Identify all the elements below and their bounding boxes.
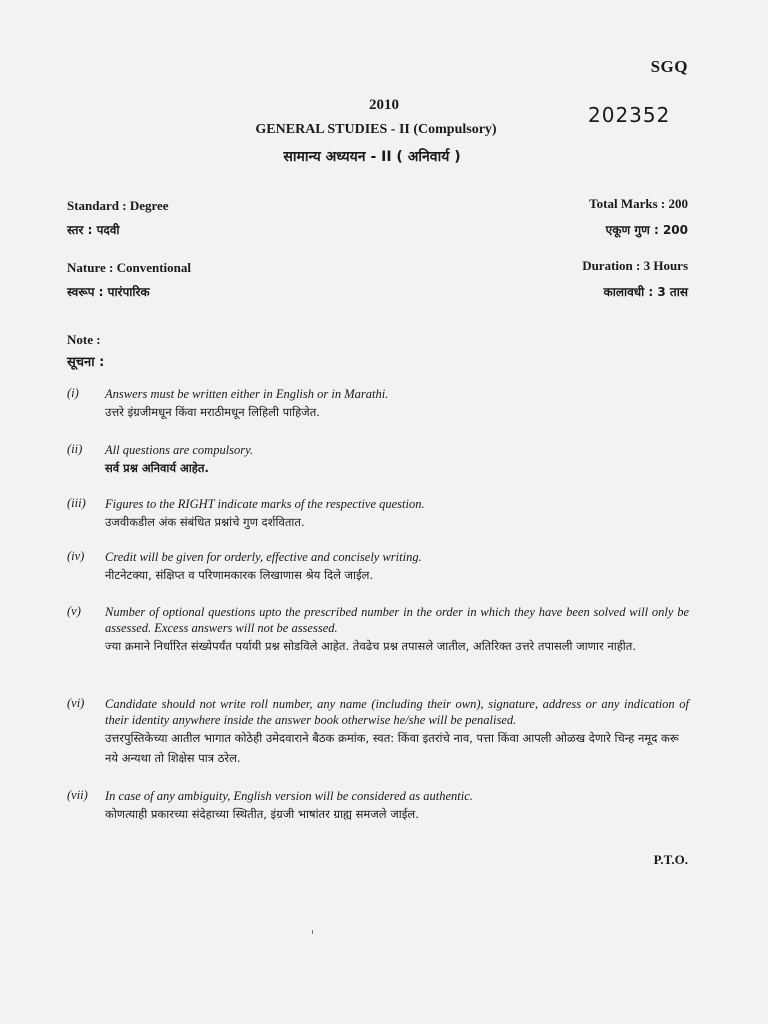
scan-speck [312, 930, 313, 934]
total-marks-label-marathi: एकूण गुण : 200 [605, 223, 688, 237]
note-item-english: Credit will be given for orderly, effective and concisely writing. [105, 550, 422, 564]
note-item [67, 496, 689, 532]
note-item-number: (vi) [67, 696, 85, 710]
note-heading-marathi: सूचना : [67, 355, 105, 370]
exam-year: 2010 [369, 97, 399, 113]
note-item [67, 788, 689, 824]
note-item [67, 696, 689, 768]
standard-label: Standard : Degree [67, 198, 169, 213]
note-item-english: All questions are compulsory. [105, 443, 254, 457]
note-item-marathi: उजवीकडील अंक संबंधित प्रश्नांचे गुण दर्शवितात. [105, 515, 305, 529]
note-item-english: Answers must be written either in English or in Marathi. [105, 387, 389, 401]
paper-code: SGQ [650, 57, 688, 76]
please-turn-over: P.T.O. [653, 852, 688, 867]
note-item [67, 442, 689, 478]
note-item-number: (i) [67, 386, 79, 400]
note-item-number: (iv) [67, 549, 85, 563]
note-item [67, 604, 689, 656]
note-item-english: Figures to the RIGHT indicate marks of the respective question. [105, 497, 425, 511]
paper-title: GENERAL STUDIES - II (Compulsory) [255, 122, 497, 137]
serial-number: 202352 [588, 103, 671, 127]
note-item-marathi: कोणत्याही प्रकारच्या संदेहाच्या स्थितीत, इंग्रजी भाषांतर ग्राह्य समजले जाईल. [105, 807, 419, 821]
note-item-number: (ii) [67, 442, 83, 456]
note-item [67, 386, 689, 422]
note-item-marathi: ज्या क्रमाने निर्धारित संख्येपर्यंत पर्यायी प्रश्न सोडविले आहेत. तेवढेच प्रश्न तपासले जातील, अतिरिक्त उत्तरे तपासली जाणार नाहीत. [105, 639, 636, 653]
note-item-marathi: नीटनेटक्या, संक्षिप्त व परिणामकारक लिखाणास श्रेय दिले जाईल. [105, 568, 374, 582]
nature-label-marathi: स्वरूप : पारंपारिक [67, 285, 150, 299]
note-item-english: Candidate should not write roll number, any name (including their own), signature, address or any indication of their identity anywhere inside the answer book otherwise he/she will be penalised. [105, 697, 689, 727]
duration-label: Duration : 3 Hours [582, 258, 688, 273]
note-item [67, 549, 689, 585]
note-item-marathi: सर्व प्रश्न अनिवार्य आहेत. [105, 461, 209, 475]
nature-label: Nature : Conventional [67, 260, 191, 275]
note-item-number: (vii) [67, 788, 88, 802]
note-heading: Note : [67, 332, 101, 347]
paper-title-marathi: सामान्य अध्ययन - II ( अनिवार्य ) [283, 149, 461, 165]
standard-label-marathi: स्तर : पदवी [67, 223, 120, 237]
note-item-marathi: उत्तरे इंग्रजीमधून किंवा मराठीमधून लिहिली पाहिजेत. [105, 405, 320, 419]
note-item-marathi: उत्तरपुस्तिकेच्या आतील भागात कोठेही उमेदवाराने बैठक क्रमांक, स्वत: किंवा इतरांचे नाव, पत्ता किंवा आपली ओळख देणारे चिन्ह नमूद करू नये अन्यथा तो शिक्षेस पात्र ठरेल. [105, 731, 679, 765]
duration-label-marathi: कालावधी : 3 तास [603, 285, 688, 299]
note-item-english: Number of optional questions upto the prescribed number in the order in which they have been solved will only be assessed. Excess answers will not be assessed. [105, 605, 689, 635]
note-item-number: (iii) [67, 496, 86, 510]
total-marks-label: Total Marks : 200 [589, 196, 688, 211]
note-item-english: In case of any ambiguity, English version will be considered as authentic. [105, 789, 473, 803]
note-item-number: (v) [67, 604, 81, 618]
